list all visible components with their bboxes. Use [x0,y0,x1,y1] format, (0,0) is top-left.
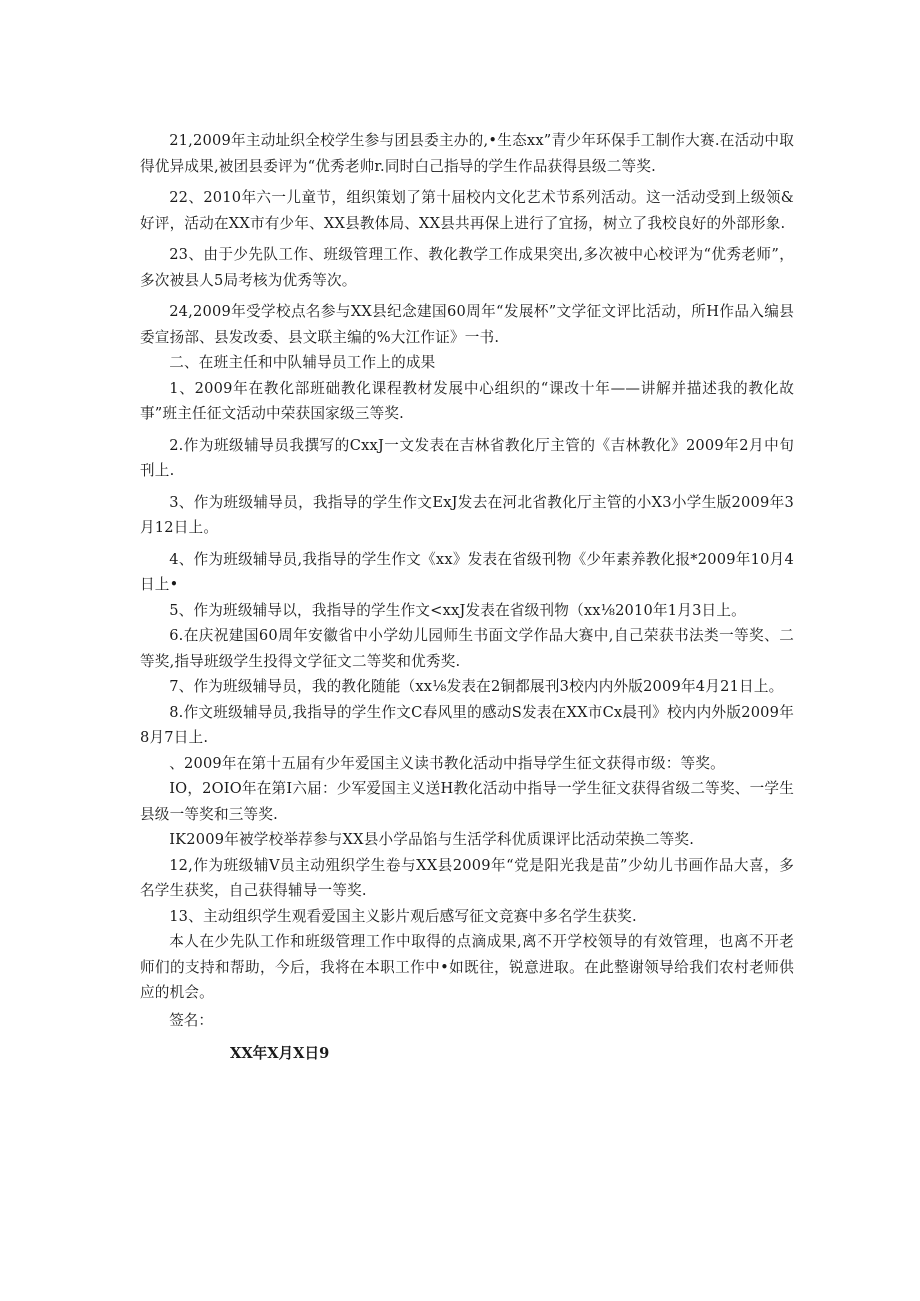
paragraph-s2-6: 6.在庆祝建国60周年安徽省中小学幼儿园师生书面文学作品大赛中,自己荣获书法类一等奖、二等奖,指导班级学生投得文学征文二等奖和优秀奖. [140,627,794,670]
document-page [140,128,794,1067]
signature-date: XX年X月X日9 [230,1045,330,1062]
paragraph-24: 24,2009年受学校点名参与XX县纪念建国60周年“发展杯”文学征文评比活动，所H作品入编县委宣扬部、县发改委、县文联主编的%大江作证》一书. [140,303,794,346]
paragraph-s2-12: 12,作为班级辅V员主动殂织学生卷与XX县2009年“党是阳光我是苗”少幼儿书画作品大喜，多名学生获奖，自己获得辅导一等奖. [140,856,794,899]
paragraph-s2-2: 2.作为班级辅导员我撰写的CxxJ一文发表在吉林省教化厅主管的《吉林教化》2009年2月中旬刊上. [140,436,794,479]
paragraph-s2-10: IO，2OIO年在第I六届：少军爱国主义送H教化活动中指导一学生征文获得省级二等奖、一学生县级一等奖和三等奖. [140,780,794,823]
paragraph-s2-9: 、2009年在第十五届有少年爱国主义读书教化活动中指导学生征文获得市级：等奖。 [169,754,725,772]
paragraph-21: 21,2009年主动址织全校学生参与团县委主办的,•生态xx”青少年环保手工制作大赛.在活动中取得优异成果,被团县委评为“优秀老帅r.同时白己指导的学生作品获得县级二等奖. [140,132,794,175]
section-heading-2: 二、在班主任和中队辅导员工作上的成果 [169,354,436,371]
paragraph-s2-7: 7、作为班级辅导员，我的教化随能（xx⅛发表在2铜都展刊3校内内外版2009年4月21日上。 [169,678,784,695]
paragraph-s2-8: 8.作文班级辅导员,我指导的学生作文C春风里的感动S发表在XX市Cx晨刊》校内内外版2009年8月7日上. [140,703,794,746]
paragraph-s2-1: 1、2009年在教化部班础教化课程教材发展中心组织的“课改十年——讲解并描述我的教化故事”班主任征文活动中荣获国家级三等奖. [140,379,794,422]
paragraph-s2-5: 5、作为班级辅导以，我指导的学生作文<xxJ发表在省级刊物（xx⅛2010年1月3日上。 [169,601,746,619]
paragraph-s2-3: 3、作为班级辅导员，我指导的学生作文ExJ发去在河北省教化厅主管的小X3小学生版2009年3月12日上。 [140,493,794,536]
paragraph-23: 23、由于少先队工作、班级管理工作、教化教学工作成果突出,多次被中心校评为“优秀老师”，多次被县人5局考核为优秀等次。 [140,246,794,289]
paragraph-s2-4: 4、作为班级辅导员,我指导的学生作文《xx》发表在省级刊物《少年素养教化报*2009年10月4日上• [140,550,794,593]
paragraph-closing: 本人在少先队工作和班级管理工作中取得的点滴成果,离不开学校领导的有效管理，也离不开老师们的支持和帮助，今后，我将在本职工作中•如既往，锐意进取。在此整谢领导给我们农村老师供应的机会。 [140,933,794,1001]
signature-label: 签名： [169,1011,213,1029]
paragraph-s2-11: IK2009年被学校举荐参与XX县小学品馅与生活学科优质课评比活动荣换二等奖. [169,831,695,848]
paragraph-s2-13: 13、主动组织学生观看爱国主义影片观后感写征文竞赛中多名学生获奖. [169,907,637,925]
paragraph-22: 22、2010年六一儿童节，组织策划了第十届校内文化艺术节系列活动。这一活动受到上级领&好评，活动在XX市有少年、XX县教体局、XX县共再保上进行了宜扬，树立了我校良好的外部形象. [140,189,794,232]
